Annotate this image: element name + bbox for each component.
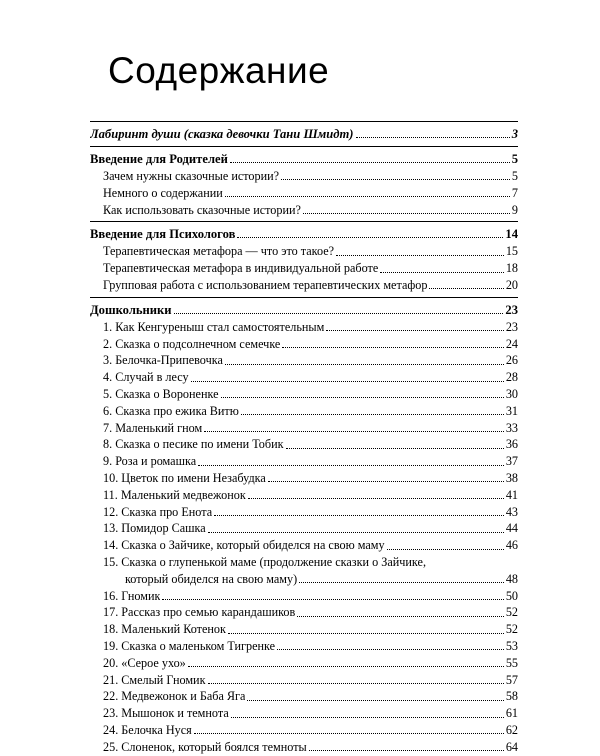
- item-page: 62: [505, 722, 518, 737]
- dot-leader: [247, 699, 503, 701]
- item-label: 13. Помидор Сашка: [103, 521, 206, 536]
- dot-leader: [188, 665, 504, 667]
- toc-item[interactable]: [90, 705, 518, 722]
- toc-item[interactable]: [90, 168, 518, 185]
- dot-leader: [230, 161, 510, 163]
- item-page: 36: [505, 437, 518, 452]
- toc-item[interactable]: [90, 588, 518, 605]
- dot-leader: [174, 312, 504, 314]
- item-page: 55: [505, 655, 518, 670]
- dot-leader: [191, 380, 504, 382]
- item-label: 17. Рассказ про семью карандашиков: [103, 605, 296, 620]
- dot-leader: [286, 447, 504, 449]
- page-title: Содержание: [108, 50, 330, 91]
- toc-section-preschoolers[interactable]: [90, 301, 518, 319]
- dot-leader: [225, 363, 504, 365]
- item-label: 22. Медвежонок и Баба Яга: [103, 689, 246, 704]
- item-label: 6. Сказка про ежика Витю: [103, 403, 239, 418]
- divider: [90, 221, 518, 222]
- item-label: Групповая работа с использованием терапевтических метафор: [103, 277, 428, 292]
- section-label: Дошкольники: [90, 302, 172, 317]
- item-label: 25. Слоненок, который боялся темноты: [103, 739, 307, 754]
- item-label: Терапевтическая метафора — что это такое?: [103, 244, 335, 259]
- item-label: 1. Как Кенгуреныш стал самостоятельным: [103, 319, 325, 334]
- item-label: 21. Смелый Гномик: [103, 672, 206, 687]
- table-of-contents: [90, 118, 518, 756]
- toc-item[interactable]: [90, 604, 518, 621]
- item-label: 3. Белочка-Припевочка: [103, 353, 223, 368]
- toc-entry-labyrinth[interactable]: [90, 125, 518, 143]
- toc-item[interactable]: [90, 688, 518, 705]
- toc-item[interactable]: [90, 739, 518, 756]
- item-label: 9. Роза и ромашка: [103, 454, 197, 469]
- toc-item[interactable]: [90, 487, 518, 504]
- dot-leader: [326, 329, 503, 331]
- item-label: 4. Случай в лесу: [103, 370, 189, 385]
- toc-item[interactable]: [90, 185, 518, 202]
- item-page: 61: [505, 706, 518, 721]
- divider: [90, 121, 518, 122]
- item-page: 33: [505, 420, 518, 435]
- divider: [90, 297, 518, 298]
- dot-leader: [204, 430, 504, 432]
- item-label: 24. Белочка Нуся: [103, 722, 192, 737]
- item-label: Зачем нужны сказочные истории?: [103, 169, 280, 183]
- toc-item[interactable]: [90, 243, 518, 260]
- toc-item[interactable]: [90, 655, 518, 672]
- dot-leader: [299, 581, 504, 583]
- toc-item[interactable]: [90, 319, 518, 336]
- toc-item[interactable]: [90, 638, 518, 655]
- section-page: 14: [505, 227, 518, 242]
- item-page: 46: [505, 538, 518, 553]
- toc-item[interactable]: [90, 260, 518, 277]
- dot-leader: [336, 254, 504, 256]
- item-page: 18: [505, 261, 518, 276]
- toc-item[interactable]: [90, 504, 518, 521]
- dot-leader: [309, 749, 504, 751]
- dot-leader: [214, 514, 504, 516]
- item-label-line2-row: [103, 571, 518, 588]
- dot-leader: [268, 480, 504, 482]
- dot-leader: [208, 682, 504, 684]
- toc-item[interactable]: [90, 453, 518, 470]
- item-label: 2. Сказка о подсолнечном семечке: [103, 336, 281, 351]
- item-page: 43: [505, 504, 518, 519]
- toc-item[interactable]: [90, 621, 518, 638]
- item-page: 31: [505, 403, 518, 418]
- dot-leader: [281, 178, 510, 180]
- toc-item[interactable]: [90, 537, 518, 554]
- item-page: 48: [505, 571, 518, 586]
- toc-item[interactable]: [90, 369, 518, 386]
- item-page: 26: [505, 353, 518, 368]
- item-page: 9: [511, 202, 518, 217]
- item-page: 38: [505, 470, 518, 485]
- dot-leader: [241, 413, 504, 415]
- toc-item[interactable]: [90, 520, 518, 537]
- dot-leader: [221, 396, 504, 398]
- item-page: 44: [505, 521, 518, 536]
- item-label: Терапевтическая метафора в индивидуальной работе: [103, 261, 379, 276]
- item-label: 18. Маленький Котенок: [103, 622, 226, 637]
- item-label-line2: который обиделся на свою маму): [125, 571, 298, 586]
- item-label: 12. Сказка про Енота: [103, 504, 213, 519]
- item-page: 23: [505, 319, 518, 334]
- item-page: 7: [511, 185, 518, 200]
- dot-leader: [194, 732, 504, 734]
- item-page: 20: [505, 277, 518, 292]
- dot-leader: [282, 346, 503, 348]
- dot-leader: [303, 212, 510, 214]
- toc-item[interactable]: [90, 403, 518, 420]
- item-page: 53: [505, 638, 518, 653]
- toc-item[interactable]: [90, 202, 518, 219]
- dot-leader: [225, 195, 510, 197]
- dot-leader: [429, 287, 503, 289]
- dot-leader: [380, 271, 504, 273]
- dot-leader: [198, 464, 504, 466]
- dot-leader: [248, 497, 504, 499]
- toc-section-psychologists[interactable]: [90, 225, 518, 243]
- item-label: 16. Гномик: [103, 588, 161, 603]
- toc-item[interactable]: [90, 277, 518, 294]
- section-label: Введение для Психологов: [90, 227, 236, 242]
- dot-leader: [356, 136, 510, 138]
- toc-item[interactable]: [90, 470, 518, 487]
- item-label: Немного о содержании: [103, 185, 223, 200]
- item-page: 28: [505, 370, 518, 385]
- toc-item[interactable]: [90, 420, 518, 437]
- item-label: 23. Мышонок и темнота: [103, 706, 229, 721]
- divider: [90, 146, 518, 147]
- toc-item[interactable]: [90, 352, 518, 369]
- item-label: 5. Сказка о Вороненке: [103, 386, 219, 401]
- toc-item[interactable]: [90, 436, 518, 453]
- item-page: 52: [505, 622, 518, 637]
- toc-section-parents[interactable]: [90, 150, 518, 168]
- item-label-line1: 15. Сказка о глупенькой маме (продолжение сказки о Зайчике,: [103, 554, 427, 569]
- item-label: 11. Маленький медвежонок: [103, 487, 246, 502]
- dot-leader: [228, 632, 504, 634]
- section-page: 5: [511, 152, 518, 166]
- entry-label: Лабиринт души (сказка девочки Тани Шмидт): [90, 127, 354, 141]
- item-page: 41: [505, 487, 518, 502]
- dot-leader: [277, 648, 504, 650]
- item-page: 57: [505, 672, 518, 687]
- dot-leader: [387, 548, 504, 550]
- dot-leader: [208, 531, 504, 533]
- toc-item[interactable]: [90, 672, 518, 689]
- item-page: 64: [505, 739, 518, 754]
- dot-leader: [231, 716, 504, 718]
- item-page: 24: [505, 336, 518, 351]
- toc-item-wrapped[interactable]: [90, 554, 518, 588]
- item-page: 52: [505, 605, 518, 620]
- entry-page: 3: [511, 127, 518, 141]
- item-page: 5: [511, 169, 518, 183]
- toc-item[interactable]: [90, 722, 518, 739]
- dot-leader: [297, 615, 504, 617]
- item-label: 14. Сказка о Зайчике, который обиделся на свою маму: [103, 538, 385, 553]
- item-label: 10. Цветок по имени Незабудка: [103, 470, 266, 485]
- item-page: 30: [505, 386, 518, 401]
- section-label: Введение для Родителей: [90, 152, 228, 166]
- item-page: 58: [505, 689, 518, 704]
- dot-leader: [162, 598, 503, 600]
- toc-item[interactable]: [90, 386, 518, 403]
- item-label: 19. Сказка о маленьком Тигренке: [103, 638, 276, 653]
- item-label: 20. «Серое ухо»: [103, 655, 186, 670]
- item-page: 37: [505, 454, 518, 469]
- section-page: 23: [505, 302, 518, 317]
- dot-leader: [237, 236, 503, 238]
- item-label: Как использовать сказочные истории?: [103, 202, 301, 217]
- item-label: 7. Маленький гном: [103, 420, 203, 435]
- item-page: 50: [505, 588, 518, 603]
- item-label: 8. Сказка о песике по имени Тобик: [103, 437, 284, 452]
- item-page: 15: [505, 244, 518, 259]
- toc-item[interactable]: [90, 336, 518, 353]
